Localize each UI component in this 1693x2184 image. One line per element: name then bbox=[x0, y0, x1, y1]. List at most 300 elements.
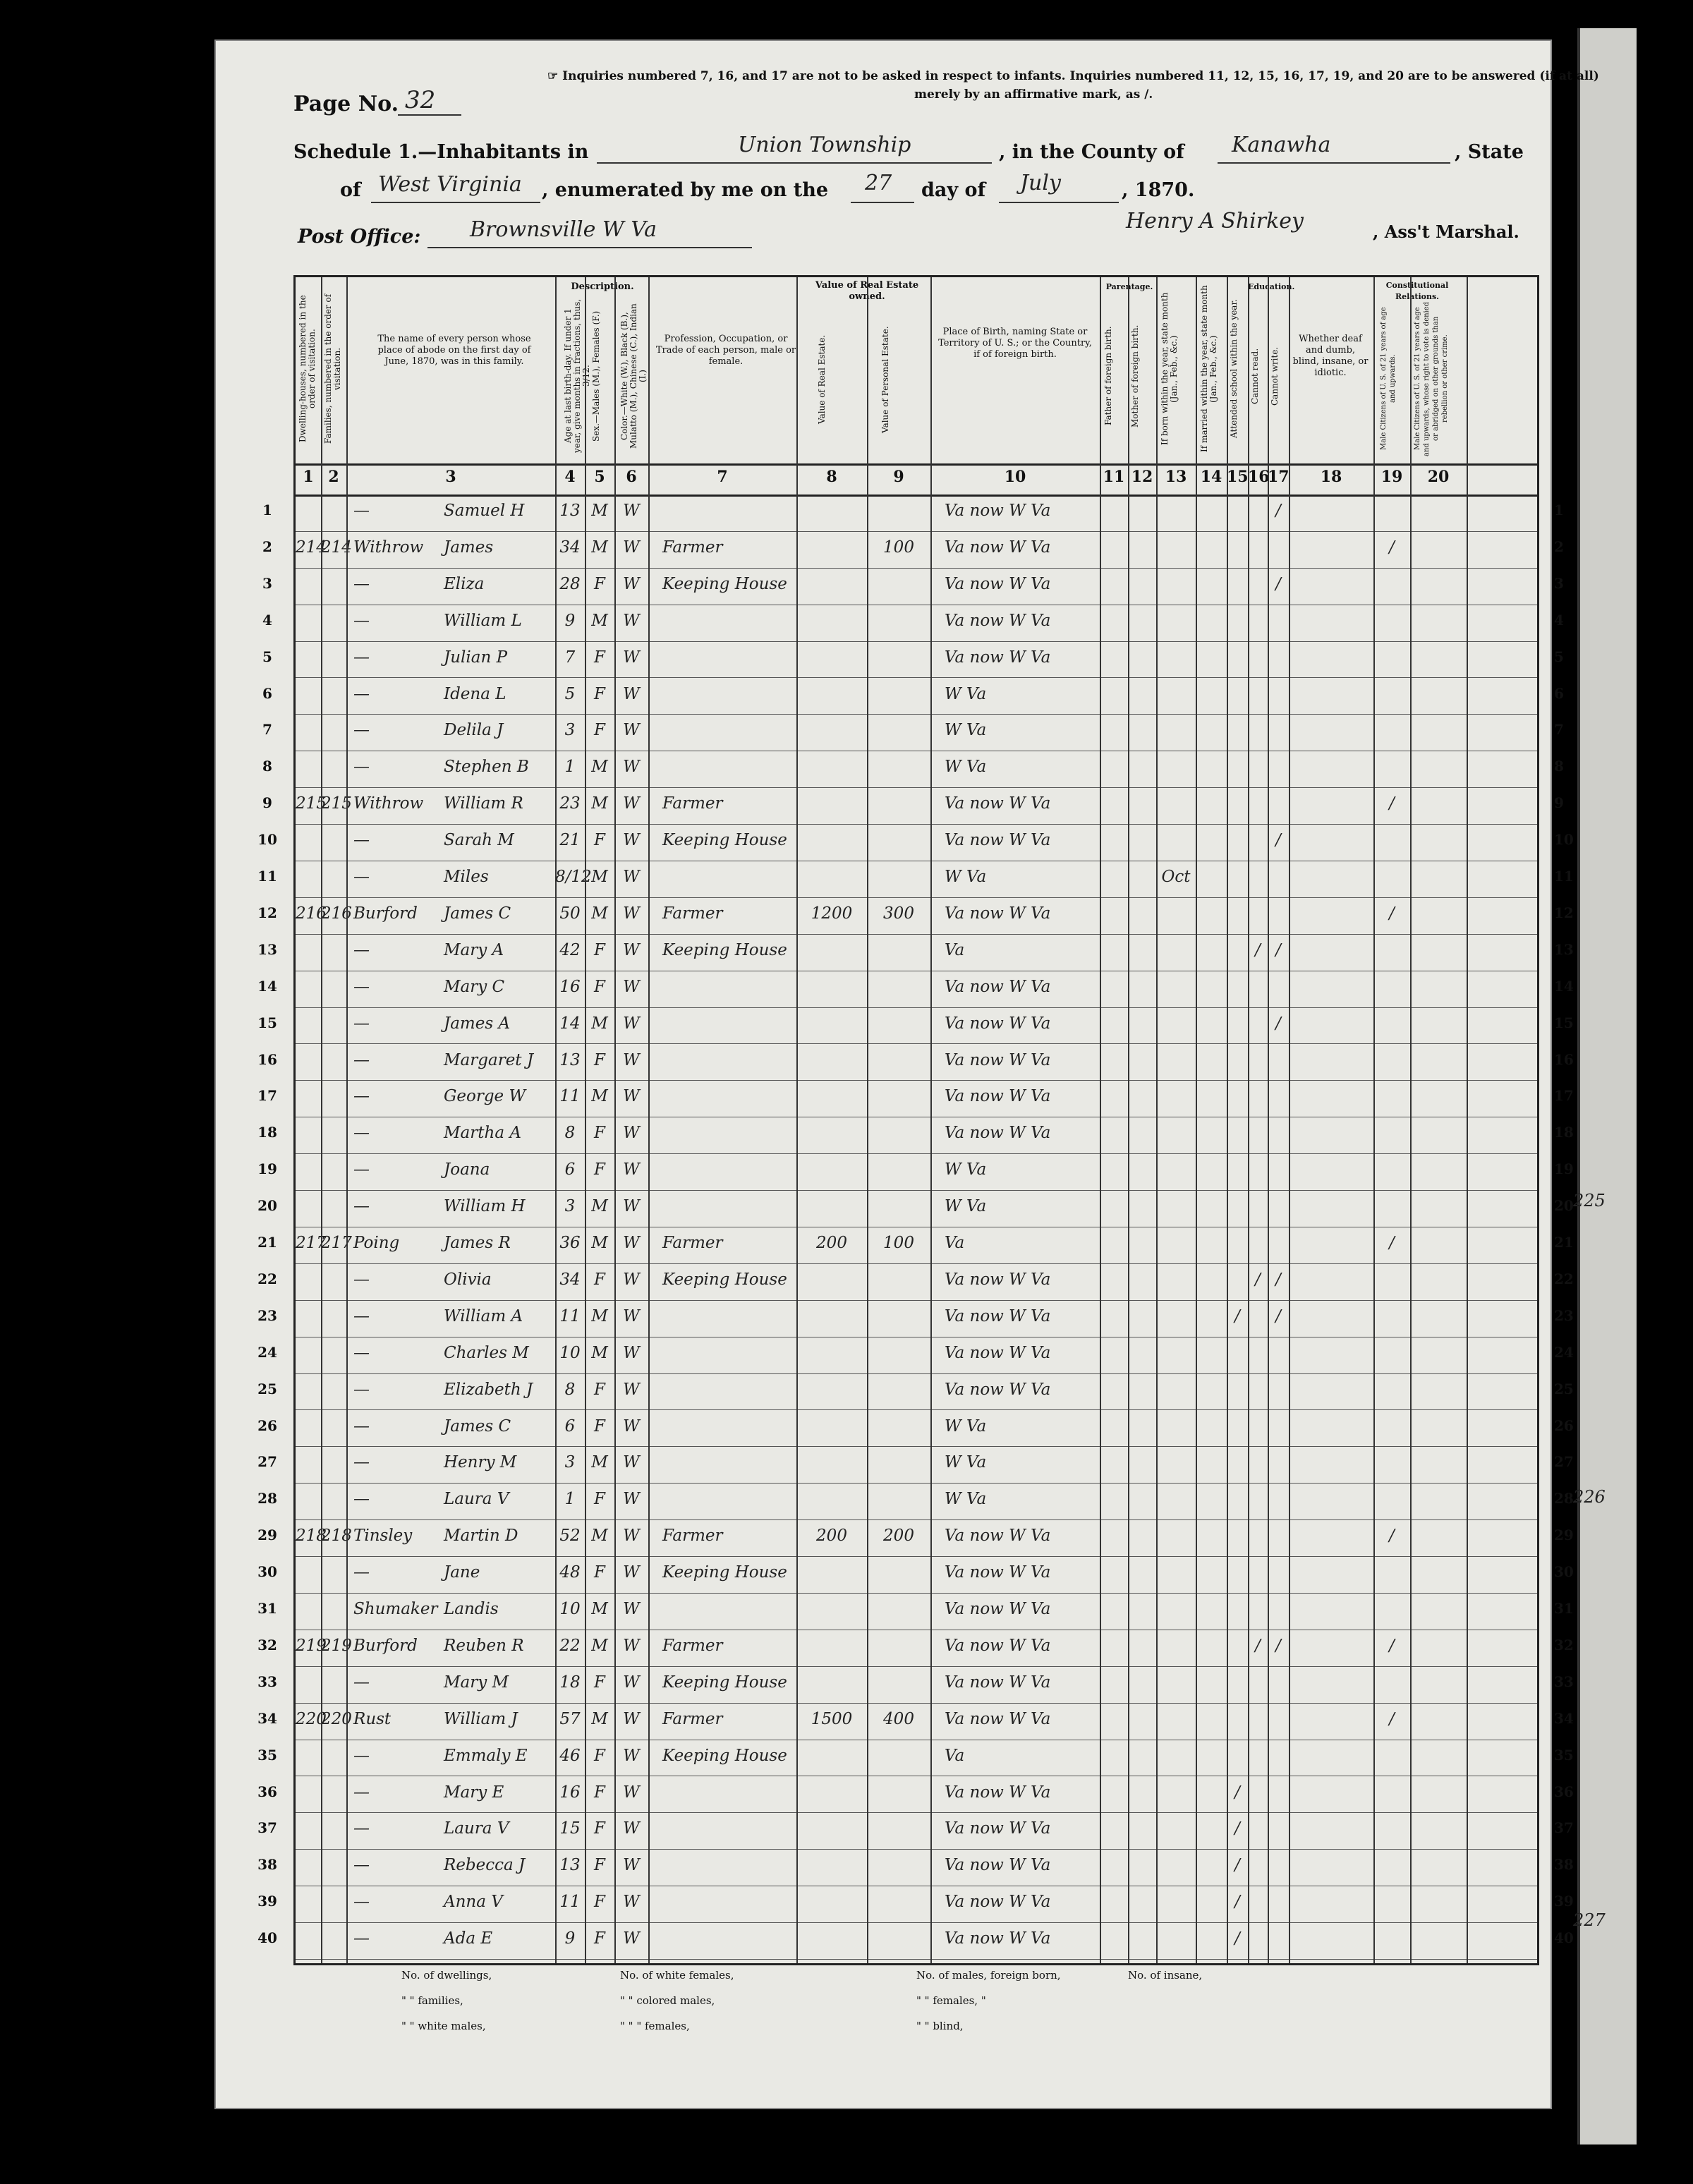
occupation: Keeping House bbox=[662, 940, 787, 959]
surname: Poing bbox=[353, 1234, 400, 1252]
color: W bbox=[623, 538, 640, 557]
place-of-birth: Va now W Va bbox=[945, 1856, 1051, 1875]
sex: M bbox=[591, 611, 608, 630]
color: W bbox=[623, 758, 640, 777]
col-header-7: Profession, Occupation, or Trade of each person, male or female. bbox=[655, 334, 796, 367]
right-line-number: 22 bbox=[1554, 1270, 1574, 1287]
attended-school: / bbox=[1234, 1856, 1240, 1875]
color: W bbox=[623, 1306, 640, 1325]
place-of-birth: Va now W Va bbox=[945, 1563, 1051, 1582]
sex: F bbox=[594, 574, 605, 593]
surname: Burford bbox=[353, 904, 418, 923]
line-number: 32 bbox=[257, 1636, 277, 1654]
post-office-label: Post Office: bbox=[298, 226, 421, 248]
age: 13 bbox=[559, 1050, 581, 1069]
place-of-birth: W Va bbox=[945, 1197, 987, 1216]
line-number: 37 bbox=[257, 1819, 277, 1837]
column-number-row bbox=[296, 463, 1537, 497]
male-citizen: / bbox=[1389, 538, 1395, 557]
census-page bbox=[214, 40, 1606, 2109]
surname: Withrow bbox=[353, 538, 424, 557]
age: 13 bbox=[559, 1856, 581, 1875]
right-line-number: 19 bbox=[1554, 1160, 1574, 1178]
color: W bbox=[623, 1636, 640, 1655]
given-name: Emmaly E bbox=[444, 1746, 528, 1765]
given-name: Julian P bbox=[444, 648, 508, 667]
color: W bbox=[623, 1270, 640, 1289]
surname: — bbox=[353, 1783, 370, 1802]
footer-foreign-females: " " females, " bbox=[916, 1994, 986, 2007]
line-number: 20 bbox=[257, 1197, 277, 1215]
table-row bbox=[257, 1263, 1574, 1301]
right-line-number: 25 bbox=[1554, 1380, 1574, 1397]
line-number: 3 bbox=[262, 574, 272, 592]
cannot-read: / bbox=[1255, 1636, 1261, 1655]
footer-insane: No. of insane, bbox=[1128, 1969, 1203, 1982]
surname: — bbox=[353, 1563, 370, 1582]
surname: — bbox=[353, 1746, 370, 1765]
age: 22 bbox=[559, 1636, 581, 1655]
place-of-birth: Va now W Va bbox=[945, 1124, 1051, 1143]
right-line-number: 26 bbox=[1554, 1416, 1574, 1434]
column-divider bbox=[321, 277, 322, 1963]
place-of-birth: Va now W Va bbox=[945, 1087, 1051, 1106]
table-row bbox=[257, 934, 1574, 971]
place-of-birth: W Va bbox=[945, 1416, 987, 1436]
given-name: Joana bbox=[444, 1160, 490, 1179]
color: W bbox=[623, 1490, 640, 1509]
family-number: 216 bbox=[321, 904, 352, 923]
place-of-birth: W Va bbox=[945, 1453, 987, 1472]
table-row bbox=[257, 861, 1574, 898]
table-row bbox=[257, 824, 1574, 861]
table-row bbox=[262, 531, 1564, 569]
place-of-birth: W Va bbox=[945, 721, 987, 740]
surname: — bbox=[353, 574, 370, 593]
column-divider bbox=[1128, 277, 1129, 1963]
age: 16 bbox=[559, 977, 581, 996]
surname: Rust bbox=[353, 1709, 392, 1728]
sex: F bbox=[594, 831, 605, 850]
place-of-birth: W Va bbox=[945, 868, 987, 886]
color: W bbox=[623, 1783, 640, 1802]
surname: — bbox=[353, 1014, 370, 1033]
line-number: 1 bbox=[262, 502, 272, 518]
surname: — bbox=[353, 868, 370, 886]
footer-dwellings: No. of dwellings, bbox=[401, 1969, 492, 1982]
right-line-number: 4 bbox=[1554, 611, 1564, 629]
table-row bbox=[257, 1446, 1574, 1484]
cannot-write: / bbox=[1275, 1306, 1281, 1325]
column-divider bbox=[1467, 277, 1468, 1963]
sex: M bbox=[591, 1014, 608, 1033]
age: 42 bbox=[559, 940, 581, 959]
personal-estate-value: 300 bbox=[883, 904, 914, 923]
right-line-number: 39 bbox=[1554, 1893, 1574, 1910]
adjacent-page-number: 227 bbox=[1573, 1910, 1606, 1930]
right-line-number: 17 bbox=[1554, 1087, 1574, 1105]
occupation: Keeping House bbox=[662, 831, 787, 850]
family-number: 219 bbox=[321, 1636, 352, 1655]
surname: — bbox=[353, 1197, 370, 1216]
place-of-birth: Va now W Va bbox=[945, 977, 1051, 996]
given-name: Olivia bbox=[444, 1270, 492, 1289]
given-name: Mary A bbox=[444, 940, 504, 959]
real-estate-header: Value of Real Estate owned. bbox=[815, 280, 919, 302]
line-number: 29 bbox=[257, 1527, 277, 1544]
notice-line-2: merely by an affirmative mark, as /. bbox=[914, 87, 1153, 102]
personal-estate-value: 100 bbox=[883, 1234, 914, 1252]
occupation: Farmer bbox=[662, 904, 723, 923]
column-number: 9 bbox=[893, 468, 904, 486]
color: W bbox=[623, 1050, 640, 1069]
sex: F bbox=[594, 1563, 605, 1582]
occupation: Farmer bbox=[662, 1709, 723, 1728]
column-number: 18 bbox=[1320, 468, 1342, 486]
sex: M bbox=[591, 1306, 608, 1325]
right-line-number: 13 bbox=[1554, 940, 1574, 958]
dwelling-number: 217 bbox=[296, 1234, 327, 1252]
table-row bbox=[257, 1007, 1574, 1045]
color: W bbox=[623, 868, 640, 886]
line-number: 10 bbox=[257, 831, 277, 849]
right-line-number: 31 bbox=[1554, 1600, 1574, 1617]
occupation: Farmer bbox=[662, 1234, 723, 1252]
schedule-label: Schedule 1.—Inhabitants in bbox=[293, 141, 589, 163]
sex: M bbox=[591, 868, 608, 886]
sex: M bbox=[591, 1527, 608, 1546]
given-name: Laura V bbox=[444, 1490, 509, 1509]
given-name: William R bbox=[444, 794, 523, 813]
age: 18 bbox=[559, 1673, 581, 1692]
column-divider bbox=[614, 277, 616, 1963]
footer-white-females: No. of white females, bbox=[620, 1969, 734, 1982]
line-number: 34 bbox=[257, 1709, 277, 1727]
age: 7 bbox=[564, 648, 576, 667]
age: 46 bbox=[559, 1746, 581, 1765]
male-citizen: / bbox=[1389, 1709, 1395, 1728]
sex: M bbox=[591, 1453, 608, 1472]
color: W bbox=[623, 1453, 640, 1472]
right-line-number: 1 bbox=[1554, 502, 1564, 518]
marshal-label: , Ass't Marshal. bbox=[1373, 222, 1519, 242]
occupation: Farmer bbox=[662, 538, 723, 557]
table-row bbox=[257, 897, 1574, 935]
table-row bbox=[257, 1593, 1574, 1630]
color: W bbox=[623, 1819, 640, 1838]
dwelling-number: 214 bbox=[296, 538, 327, 557]
line-number: 19 bbox=[257, 1160, 277, 1178]
color: W bbox=[623, 648, 640, 667]
line-number: 15 bbox=[257, 1014, 277, 1031]
given-name: William J bbox=[444, 1709, 518, 1728]
page-number: 32 bbox=[405, 86, 436, 114]
line-number: 35 bbox=[257, 1746, 277, 1764]
right-line-number: 36 bbox=[1554, 1783, 1574, 1800]
line-number: 33 bbox=[257, 1673, 277, 1690]
color: W bbox=[623, 1893, 640, 1912]
given-name: Jane bbox=[444, 1563, 480, 1582]
enumerated-label: , enumerated by me on the bbox=[542, 179, 829, 201]
parentage-header: Parentage. bbox=[1105, 282, 1153, 291]
of-label: of bbox=[340, 179, 361, 201]
line-number: 28 bbox=[257, 1490, 277, 1507]
col-header-12: Mother of foreign birth. bbox=[1130, 324, 1140, 427]
col-header-1: Dwelling-houses, numbered in the order of visitation. bbox=[298, 295, 317, 443]
column-number: 15 bbox=[1227, 468, 1249, 486]
dwelling-number: 220 bbox=[296, 1709, 327, 1728]
col-header-13: If born within the year, state month (Jan., Feb., &c.) bbox=[1160, 292, 1179, 446]
column-number: 2 bbox=[328, 468, 339, 486]
constitutional-header: Constitutional Relations. bbox=[1385, 281, 1449, 301]
sex: M bbox=[591, 1087, 608, 1106]
sex: F bbox=[594, 1929, 605, 1948]
surname: — bbox=[353, 1453, 370, 1472]
sex: F bbox=[594, 940, 605, 959]
sex: F bbox=[594, 1050, 605, 1069]
table-row bbox=[257, 1153, 1574, 1191]
cannot-write: / bbox=[1275, 574, 1281, 593]
age: 23 bbox=[559, 794, 581, 813]
color: W bbox=[623, 721, 640, 740]
adjacent-page-number: 226 bbox=[1573, 1487, 1606, 1507]
table-row bbox=[257, 1373, 1574, 1411]
column-number: 20 bbox=[1427, 468, 1450, 486]
surname: — bbox=[353, 1380, 370, 1399]
place-of-birth: Va now W Va bbox=[945, 502, 1051, 520]
family-number: 215 bbox=[321, 794, 352, 813]
place-of-birth: Va now W Va bbox=[945, 1709, 1051, 1728]
place-of-birth: W Va bbox=[945, 1160, 987, 1179]
given-name: William H bbox=[444, 1197, 526, 1216]
born-within-year: Oct bbox=[1161, 868, 1191, 886]
given-name: Mary M bbox=[444, 1673, 509, 1692]
surname: — bbox=[353, 1270, 370, 1289]
day-value: 27 bbox=[865, 171, 892, 195]
sex: M bbox=[591, 1636, 608, 1655]
age: 3 bbox=[564, 721, 576, 740]
col-header-3: The name of every person whose place of abode on the first day of June, 1870, was in this family. bbox=[377, 334, 531, 367]
line-number: 5 bbox=[262, 648, 272, 665]
place-of-birth: Va now W Va bbox=[945, 1929, 1051, 1948]
county-value: Kanawha bbox=[1232, 133, 1331, 157]
cannot-write: / bbox=[1275, 502, 1281, 520]
col-header-11: Father of foreign birth. bbox=[1103, 326, 1113, 426]
column-number: 17 bbox=[1268, 468, 1290, 486]
table-row bbox=[257, 1117, 1574, 1154]
place-of-birth: Va now W Va bbox=[945, 538, 1051, 557]
right-line-number: 3 bbox=[1554, 574, 1564, 592]
table-row bbox=[262, 641, 1564, 679]
col-header-8: Value of Real Estate. bbox=[817, 334, 827, 425]
surname: — bbox=[353, 1490, 370, 1509]
table-row bbox=[257, 1044, 1574, 1081]
sex: F bbox=[594, 1380, 605, 1399]
surname: — bbox=[353, 721, 370, 740]
right-line-number: 5 bbox=[1554, 648, 1564, 665]
personal-estate-value: 400 bbox=[883, 1709, 914, 1728]
page-label: Page No. bbox=[293, 92, 399, 116]
color: W bbox=[623, 1673, 640, 1692]
sex: F bbox=[594, 1160, 605, 1179]
given-name: Sarah M bbox=[444, 831, 514, 850]
color: W bbox=[623, 1600, 640, 1618]
column-divider bbox=[796, 277, 798, 1963]
place-of-birth: Va now W Va bbox=[945, 574, 1051, 593]
place-of-birth: Va bbox=[945, 1234, 965, 1252]
table-row bbox=[257, 1190, 1574, 1227]
surname: Burford bbox=[353, 1636, 418, 1655]
sex: F bbox=[594, 1270, 605, 1289]
color: W bbox=[623, 574, 640, 593]
column-divider bbox=[1373, 277, 1375, 1963]
attended-school: / bbox=[1234, 1819, 1240, 1838]
place-of-birth: Va bbox=[945, 1746, 965, 1765]
place-of-birth: Va now W Va bbox=[945, 611, 1051, 630]
surname: — bbox=[353, 611, 370, 630]
occupation: Keeping House bbox=[662, 1746, 787, 1765]
cannot-write: / bbox=[1275, 1014, 1281, 1033]
column-divider bbox=[1410, 277, 1412, 1963]
color: W bbox=[623, 1124, 640, 1143]
table-row bbox=[257, 1300, 1574, 1337]
table-row bbox=[257, 1666, 1574, 1704]
right-line-number: 27 bbox=[1554, 1453, 1574, 1471]
col-header-9: Value of Personal Estate. bbox=[880, 326, 890, 433]
line-number: 21 bbox=[257, 1234, 277, 1251]
surname: — bbox=[353, 1160, 370, 1179]
color: W bbox=[623, 1563, 640, 1582]
given-name: Charles M bbox=[444, 1343, 529, 1362]
place-of-birth: Va now W Va bbox=[945, 1380, 1051, 1399]
line-number: 24 bbox=[257, 1343, 277, 1361]
line-number: 16 bbox=[257, 1050, 277, 1068]
column-number: 19 bbox=[1381, 468, 1403, 486]
right-line-number: 30 bbox=[1554, 1563, 1574, 1581]
color: W bbox=[623, 1343, 640, 1362]
age: 21 bbox=[559, 831, 581, 850]
given-name: Reuben R bbox=[444, 1636, 524, 1655]
age: 14 bbox=[559, 1014, 581, 1033]
sex: F bbox=[594, 1490, 605, 1509]
occupation: Keeping House bbox=[662, 1563, 787, 1582]
surname: — bbox=[353, 1673, 370, 1692]
right-line-number: 6 bbox=[1554, 684, 1564, 702]
place-of-birth: Va now W Va bbox=[945, 1893, 1051, 1912]
line-number: 30 bbox=[257, 1563, 277, 1581]
age: 15 bbox=[559, 1819, 581, 1838]
line-number: 12 bbox=[257, 904, 277, 921]
col-header-4: Age at last birth-day. If under 1 year, give months in fractions, thus, 3/12. bbox=[563, 298, 591, 454]
place-of-birth: Va now W Va bbox=[945, 1783, 1051, 1802]
right-line-number: 29 bbox=[1554, 1527, 1574, 1544]
sex: F bbox=[594, 1819, 605, 1838]
footer-white-males: " " white males, bbox=[401, 2020, 486, 2032]
sex: F bbox=[594, 1673, 605, 1692]
male-citizen: / bbox=[1389, 1636, 1395, 1655]
column-divider bbox=[1268, 277, 1269, 1963]
age: 34 bbox=[559, 538, 581, 557]
table-row bbox=[257, 971, 1574, 1008]
male-citizen: / bbox=[1389, 1527, 1395, 1546]
given-name: Martin D bbox=[444, 1527, 518, 1546]
color: W bbox=[623, 1416, 640, 1436]
cannot-read: / bbox=[1255, 1270, 1261, 1289]
dwelling-number: 215 bbox=[296, 794, 327, 813]
color: W bbox=[623, 684, 640, 703]
column-divider bbox=[1248, 277, 1249, 1963]
place-of-birth: W Va bbox=[945, 1490, 987, 1509]
col-header-2: Families, numbered in the order of visitation. bbox=[323, 293, 342, 444]
color: W bbox=[623, 1234, 640, 1252]
age: 1 bbox=[564, 1490, 576, 1509]
right-line-number: 15 bbox=[1554, 1014, 1574, 1031]
footer-foreign-males: No. of males, foreign born, bbox=[916, 1969, 1061, 1982]
place-of-birth: Va now W Va bbox=[945, 1527, 1051, 1546]
age: 3 bbox=[564, 1453, 576, 1472]
age: 6 bbox=[564, 1160, 576, 1179]
age: 11 bbox=[559, 1306, 581, 1325]
right-line-number: 23 bbox=[1554, 1306, 1574, 1324]
cannot-read: / bbox=[1255, 940, 1261, 959]
given-name: George W bbox=[444, 1087, 526, 1106]
column-divider bbox=[1156, 277, 1158, 1963]
column-number: 3 bbox=[445, 468, 456, 486]
color: W bbox=[623, 1197, 640, 1216]
day-of-label: day of bbox=[921, 179, 986, 201]
line-number: 31 bbox=[257, 1600, 277, 1617]
line-number: 18 bbox=[257, 1124, 277, 1141]
line-number: 13 bbox=[257, 940, 277, 958]
surname: — bbox=[353, 977, 370, 996]
color: W bbox=[623, 1856, 640, 1875]
given-name: Mary C bbox=[444, 977, 505, 996]
color: W bbox=[623, 1087, 640, 1106]
right-line-number: 11 bbox=[1554, 868, 1574, 885]
table-header bbox=[296, 277, 1537, 466]
column-number: 5 bbox=[594, 468, 605, 486]
col-header-6: Color.—White (W.), Black (B.), Mulatto (M.), Chinese (C.), Indian (I.) bbox=[619, 303, 648, 449]
age: 8/12 bbox=[555, 868, 592, 886]
surname: — bbox=[353, 502, 370, 520]
real-estate-value: 1200 bbox=[811, 904, 853, 923]
color: W bbox=[623, 1746, 640, 1765]
age: 16 bbox=[559, 1783, 581, 1802]
col-header-5: Sex.—Males (M.), Females (F.) bbox=[591, 310, 601, 442]
age: 52 bbox=[559, 1527, 581, 1546]
line-number: 25 bbox=[257, 1380, 277, 1397]
age: 11 bbox=[559, 1087, 581, 1106]
cannot-write: / bbox=[1275, 1636, 1281, 1655]
col-header-15: Attended school within the year. bbox=[1229, 299, 1239, 439]
column-divider bbox=[346, 277, 348, 1963]
education-header: Education. bbox=[1248, 282, 1295, 291]
adjacent-page-edge bbox=[1577, 28, 1637, 2144]
attended-school: / bbox=[1234, 1929, 1240, 1948]
table-row bbox=[257, 1776, 1574, 1814]
place-of-birth: Va now W Va bbox=[945, 1270, 1051, 1289]
column-number: 16 bbox=[1248, 468, 1270, 486]
sex: F bbox=[594, 721, 605, 740]
footer-colored-males: " " colored males, bbox=[620, 1994, 715, 2007]
line-number: 38 bbox=[257, 1856, 277, 1874]
table-row bbox=[257, 1740, 1574, 1777]
table-row bbox=[257, 1410, 1574, 1448]
table-row bbox=[257, 1227, 1574, 1264]
male-citizen: / bbox=[1389, 794, 1395, 813]
right-line-number: 20 bbox=[1554, 1197, 1574, 1215]
table-row bbox=[262, 568, 1564, 605]
